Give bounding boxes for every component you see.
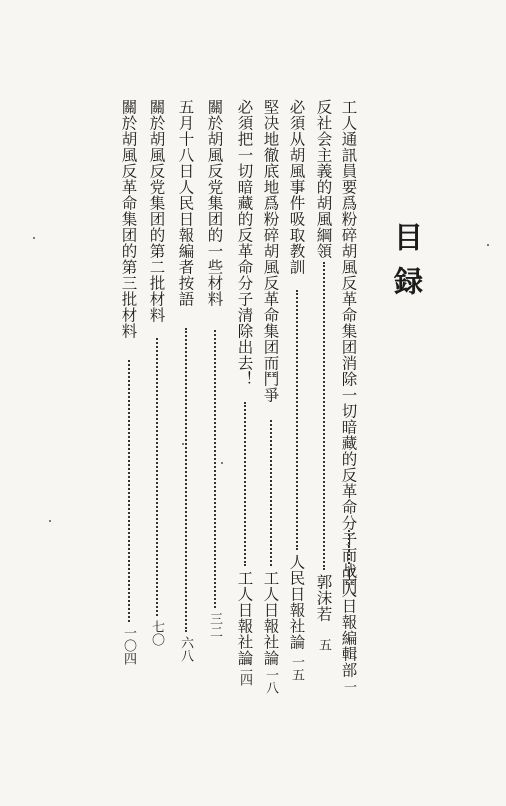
leader-dots — [348, 530, 351, 564]
toc-entry-source: 工人日報編輯部 — [339, 566, 358, 678]
leader-dots — [185, 328, 188, 632]
toc-entry-page: 二四 — [237, 660, 252, 686]
leader-dots — [128, 360, 131, 622]
toc-entry-title[interactable]: 關於胡風反党集团的一些材料 — [205, 99, 224, 307]
toc-entry-source: 工人日報社論 — [235, 570, 254, 666]
page-title-text: 目録 — [390, 222, 424, 310]
toc-entry-title[interactable]: 五月十八日人民日報編者按語 — [176, 99, 195, 307]
leader-dots — [214, 330, 217, 608]
toc-entry-source: 郭沫若 — [314, 574, 333, 622]
toc-entry-title[interactable]: 必須从胡風事件吸取教訓 — [287, 99, 306, 275]
leader-dots — [323, 262, 326, 570]
toc-entry-source: 人民日報社論 — [287, 554, 306, 650]
toc-entry-page: 一〇四 — [121, 626, 136, 665]
leader-dots — [270, 420, 273, 566]
page-title — [390, 222, 424, 310]
toc-entry-page: 一 — [341, 680, 356, 693]
toc-entry-page: 一八 — [263, 668, 278, 694]
toc-entry-title[interactable]: 堅决地徹底地爲粉碎胡風反革命集团而鬥爭 — [261, 99, 280, 403]
leader-dots — [156, 338, 159, 616]
toc-entry-title[interactable]: 工人通訊員要爲粉碎胡風反革命集团消除一切暗藏的反革命分子而战鬥 — [339, 99, 358, 595]
toc-entry-source: 工人日報社論 — [261, 570, 280, 666]
toc-entry-title[interactable]: 關於胡風反革命集团的第三批材料 — [119, 99, 138, 339]
toc-entry-page: 三二 — [207, 612, 222, 638]
leader-dots — [244, 402, 247, 566]
toc-entry-page: 一五 — [289, 655, 304, 681]
toc-entry-title[interactable]: 關於胡風反党集团的第二批材料 — [147, 99, 166, 323]
leader-dots — [296, 290, 299, 550]
toc-entry-page: 五 — [316, 638, 331, 651]
toc-entry-page: 六八 — [178, 636, 193, 662]
toc-entry-page: 七〇 — [149, 620, 164, 646]
toc-entry-title[interactable]: 反社会主義的胡風綱領 — [314, 99, 333, 259]
toc-entry-title[interactable]: 必須把一切暗藏的反革命分子清除出去！ — [235, 99, 254, 387]
